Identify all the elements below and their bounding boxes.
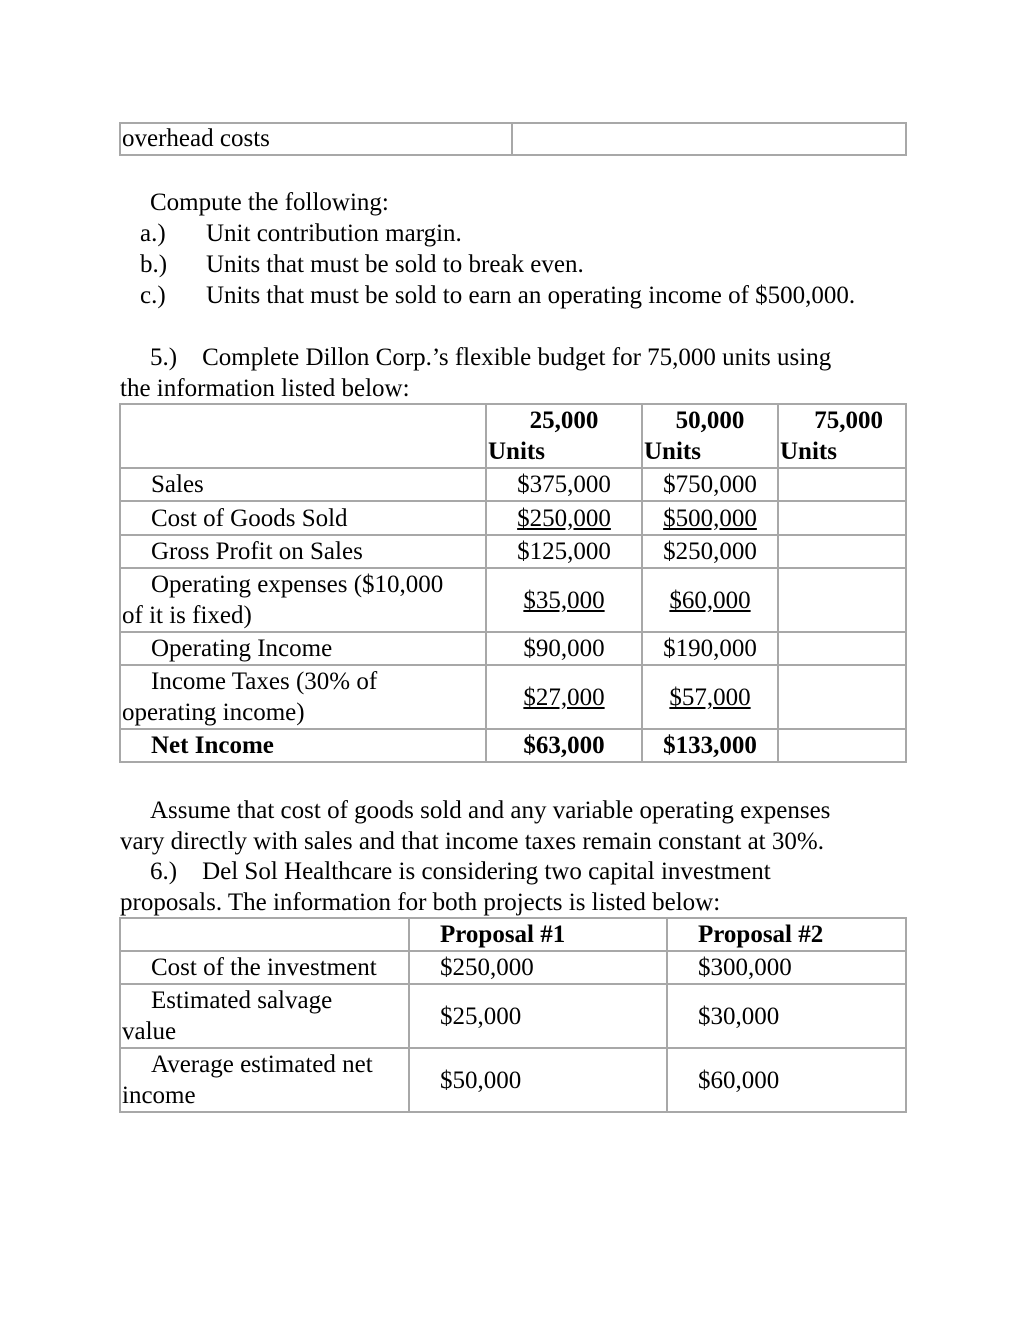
- list-marker: a.): [140, 220, 166, 247]
- row-label-line2: value: [122, 1018, 177, 1045]
- proposals-table: [119, 917, 907, 1113]
- value-25000: $27,000: [486, 665, 642, 729]
- table-row: [120, 951, 906, 984]
- list-text: Units that must be sold to break even.: [206, 251, 584, 278]
- row-label: Operating Income: [120, 632, 486, 665]
- table-header-row: [120, 404, 906, 468]
- header-25000-units: [486, 404, 642, 468]
- value-50000: $190,000: [642, 632, 778, 665]
- header-top: 25,000: [529, 407, 599, 434]
- overhead-table: [119, 122, 907, 156]
- value-75000: [778, 468, 906, 501]
- value-75000: [778, 568, 906, 632]
- value-50000: $250,000: [642, 535, 778, 568]
- question-5-line2: the information listed below:: [120, 375, 410, 402]
- table-header-row: [120, 918, 906, 951]
- value-75000: [778, 501, 906, 535]
- list-marker: b.): [140, 251, 168, 278]
- value-25000: $90,000: [486, 632, 642, 665]
- question-6-line2: proposals. The information for both projects is listed below:: [120, 889, 721, 916]
- overhead-label: overhead costs: [122, 125, 270, 152]
- table-row: [120, 501, 906, 535]
- row-label-line1: Estimated salvage: [151, 987, 333, 1014]
- question-5: [120, 342, 920, 404]
- value-25000: $250,000: [486, 501, 642, 535]
- value-25000: $35,000: [486, 568, 642, 632]
- list-marker: c.): [140, 282, 166, 309]
- value-25000: $375,000: [486, 468, 642, 501]
- table-cell: [120, 918, 409, 951]
- assumption-line2: vary directly with sales and that income taxes remain constant at 30%.: [120, 828, 824, 855]
- row-label: [120, 984, 409, 1048]
- row-label: Sales: [120, 468, 486, 501]
- header-75000-units: [778, 404, 906, 468]
- question-6-line1: 6.) Del Sol Healthcare is considering two capital investment: [150, 858, 771, 885]
- proposal-2-value: $300,000: [667, 951, 906, 984]
- proposal-2-value: $30,000: [667, 984, 906, 1048]
- row-label: Gross Profit on Sales: [120, 535, 486, 568]
- question-6: [120, 856, 920, 918]
- row-label-line2: of it is fixed): [122, 602, 252, 629]
- row-label: [120, 1048, 409, 1112]
- compute-intro-text: Compute the following:: [150, 189, 389, 216]
- table-row: [120, 568, 906, 632]
- header-proposal-2: Proposal #2: [667, 918, 906, 951]
- value-75000: [778, 632, 906, 665]
- value-25000: $63,000: [486, 729, 642, 762]
- row-label-line2: operating income): [122, 699, 305, 726]
- proposal-1-value: $25,000: [409, 984, 667, 1048]
- row-label-line1: Operating expenses ($10,000: [151, 571, 444, 598]
- list-text: Units that must be sold to earn an operating income of $500,000.: [206, 282, 856, 309]
- header-proposal-1: Proposal #1: [409, 918, 667, 951]
- value-75000: [778, 535, 906, 568]
- value-50000: $60,000: [642, 568, 778, 632]
- row-label: Net Income: [120, 729, 486, 762]
- value-25000: $125,000: [486, 535, 642, 568]
- row-label: Cost of the investment: [120, 951, 409, 984]
- table-row: [120, 729, 906, 762]
- list-item: [140, 249, 584, 280]
- value-50000: $500,000: [642, 501, 778, 535]
- value-50000: $750,000: [642, 468, 778, 501]
- proposal-1-value: $250,000: [409, 951, 667, 984]
- list-item: [140, 280, 855, 311]
- row-label-line1: Income Taxes (30% of: [151, 668, 378, 695]
- assumption-paragraph: [120, 795, 920, 857]
- header-bottom: Units: [780, 438, 837, 465]
- value-50000: $57,000: [642, 665, 778, 729]
- proposal-2-value: $60,000: [667, 1048, 906, 1112]
- table-cell: [512, 123, 906, 155]
- value-75000: [778, 729, 906, 762]
- list-text: Unit contribution margin.: [206, 220, 462, 247]
- table-row: [120, 984, 906, 1048]
- value-75000: [778, 665, 906, 729]
- row-label: Cost of Goods Sold: [120, 501, 486, 535]
- table-cell: [120, 404, 486, 468]
- header-50000-units: [642, 404, 778, 468]
- table-row: [120, 1048, 906, 1112]
- header-top: 75,000: [814, 407, 883, 434]
- list-item: [140, 218, 462, 249]
- table-row: [120, 535, 906, 568]
- row-label-line1: Average estimated net: [151, 1051, 373, 1078]
- table-row: [120, 468, 906, 501]
- proposal-1-value: $50,000: [409, 1048, 667, 1112]
- header-bottom: Units: [644, 438, 701, 465]
- header-bottom: Units: [488, 438, 545, 465]
- row-label: [120, 665, 486, 729]
- flexible-budget-table: [119, 403, 907, 763]
- header-top: 50,000: [675, 407, 745, 434]
- value-50000: $133,000: [642, 729, 778, 762]
- table-row: [120, 123, 906, 155]
- row-label-line2: income: [122, 1082, 196, 1109]
- compute-intro: [120, 187, 920, 218]
- assumption-line1: Assume that cost of goods sold and any variable operating expenses: [150, 797, 831, 824]
- table-row: [120, 665, 906, 729]
- table-cell: [120, 123, 512, 155]
- question-5-line1: 5.) Complete Dillon Corp.’s flexible budget for 75,000 units using: [150, 344, 832, 371]
- table-row: [120, 632, 906, 665]
- row-label: [120, 568, 486, 632]
